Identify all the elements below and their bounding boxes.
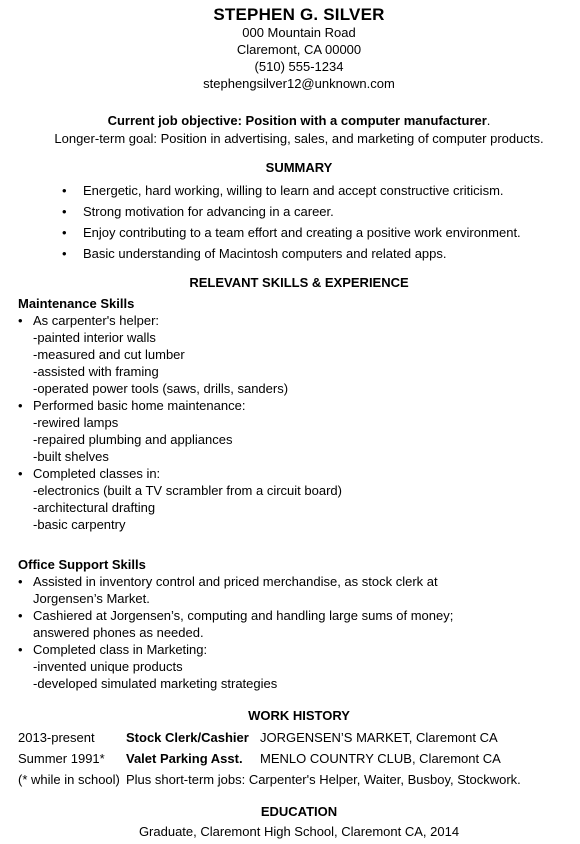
list-item [62, 222, 521, 243]
bullet-icon: • [18, 574, 23, 589]
bullet-icon: • [62, 246, 67, 261]
sub-item: -electronics (built a TV scrambler from a circuit board) [33, 483, 342, 498]
skill-text: Cashiered at Jorgensen’s, computing and handling large sums of money; [33, 608, 454, 623]
list-item [18, 641, 453, 658]
maintenance-skills-title: Maintenance Skills [18, 296, 135, 311]
list-item [18, 573, 453, 590]
summary-text: Strong motivation for advancing in a career. [83, 204, 334, 219]
summary-list [62, 180, 521, 264]
sub-item: -basic carpentry [33, 517, 126, 532]
list-item [62, 201, 521, 222]
work-history-heading: WORK HISTORY [248, 708, 350, 723]
work-period: Summer 1991* [18, 751, 105, 766]
email-address: stephengsilver12@unknown.com [203, 76, 395, 91]
sub-item: -invented unique products [33, 659, 183, 674]
sub-item: -repaired plumbing and appliances [33, 432, 233, 447]
skill-text-continued: answered phones as needed. [33, 625, 204, 640]
work-note-text: Plus short-term jobs: Carpenter's Helper, Waiter, Busboy, Stockwork. [126, 772, 521, 787]
skill-text: Completed classes in: [33, 466, 161, 481]
office-skills-title: Office Support Skills [18, 557, 146, 572]
current-objective: Current job objective: Position with a computer manufacturer [107, 113, 487, 128]
office-skills-section [18, 556, 453, 692]
bullet-icon: • [18, 313, 23, 328]
bullet-icon: • [62, 225, 67, 240]
sub-item: -measured and cut lumber [33, 347, 185, 362]
employer: MENLO COUNTRY CLUB, Claremont CA [260, 751, 501, 766]
list-item [18, 312, 342, 329]
summary-heading: SUMMARY [265, 160, 333, 175]
list-item [62, 243, 521, 264]
bullet-icon: • [18, 398, 23, 413]
sub-item: -painted interior walls [33, 330, 156, 345]
sub-item: -rewired lamps [33, 415, 119, 430]
sub-item: -architectural drafting [33, 500, 156, 515]
phone-number: (510) 555-1234 [254, 59, 344, 74]
skill-text: As carpenter's helper: [33, 313, 160, 328]
bullet-icon: • [18, 608, 23, 623]
work-note-period: (* while in school) [18, 772, 120, 787]
list-item [18, 397, 342, 414]
objective-period: . [486, 113, 491, 128]
longterm-goal: Longer-term goal: Position in advertising, sales, and marketing of computer products. [54, 131, 544, 146]
skill-text: Assisted in inventory control and priced merchandise, as stock clerk at [33, 574, 438, 589]
sub-item: -built shelves [33, 449, 109, 464]
skill-text: Completed class in Marketing: [33, 642, 208, 657]
sub-item: -assisted with framing [33, 364, 159, 379]
list-item [18, 465, 342, 482]
job-title: Stock Clerk/Cashier [126, 730, 249, 745]
list-item [62, 180, 521, 201]
job-title: Valet Parking Asst. [126, 751, 243, 766]
bullet-icon: • [62, 204, 67, 219]
contact-block [0, 24, 580, 92]
education-heading: EDUCATION [260, 804, 338, 819]
bullet-icon: • [62, 183, 67, 198]
objective-block [0, 112, 580, 147]
skill-text: Performed basic home maintenance: [33, 398, 246, 413]
bullet-icon: • [18, 642, 23, 657]
address-line-2: Claremont, CA 00000 [236, 42, 362, 57]
work-period: 2013-present [18, 730, 95, 745]
skills-heading: RELEVANT SKILLS & EXPERIENCE [189, 275, 409, 290]
address-line-1: 000 Mountain Road [242, 25, 356, 40]
employer: JORGENSEN’S MARKET, Claremont CA [260, 730, 498, 745]
list-item [18, 607, 453, 624]
maintenance-skills-section [18, 295, 342, 533]
summary-text: Enjoy contributing to a team effort and creating a positive work environment. [83, 225, 521, 240]
sub-item: -operated power tools (saws, drills, sanders) [33, 381, 289, 396]
applicant-name: STEPHEN G. SILVER [213, 5, 385, 24]
summary-text: Basic understanding of Macintosh computers and related apps. [83, 246, 447, 261]
skill-text-continued: Jorgensen’s Market. [33, 591, 150, 606]
education-text: Graduate, Claremont High School, Claremont CA, 2014 [138, 824, 460, 839]
sub-item: -developed simulated marketing strategies [33, 676, 278, 691]
summary-text: Energetic, hard working, willing to learn and accept constructive criticism. [83, 183, 504, 198]
bullet-icon: • [18, 466, 23, 481]
